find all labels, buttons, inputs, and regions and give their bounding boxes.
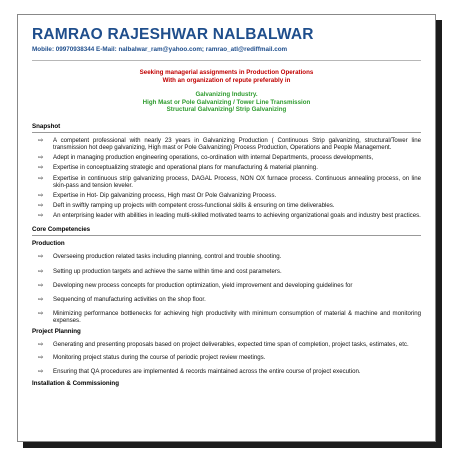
- objective-line-2: With an organization of repute preferably in: [162, 76, 291, 84]
- list-item: ⇨ Monitoring project status during the course of periodic project review meetings.: [38, 354, 266, 362]
- arrow-bullet-icon: ⇨: [38, 267, 44, 275]
- resume-page: [17, 14, 436, 442]
- production-title: Production: [32, 240, 65, 248]
- list-item: ⇨ Expertise in conceptualizing strategic and operational plans for manufacturing & material planning.: [38, 164, 318, 172]
- list-item: ⇨ A competent professional with nearly 23 years in Galvanizing Production ( Continuous Strip galvanizing, structural/Tower line transmission hot deep galvanizing, High mast or Pole Galvanizing) Process Production, Operations and People Management.: [38, 136, 421, 152]
- snapshot-title: Snapshot: [32, 122, 61, 130]
- list-item: ⇨ Developing new process concepts for production optimization, yield improvement and developing guidelines for: [38, 281, 353, 289]
- objective-industry-line-2: High Mast or Pole Galvanizing / Tower Line Transmission: [142, 98, 311, 106]
- arrow-bullet-icon: ⇨: [38, 310, 44, 317]
- list-item: ⇨ Adept in managing production engineering operations, co-ordination with internal Departments, process developments,: [38, 154, 374, 162]
- list-item: ⇨ Setting up production targets and achieve the same within time and cost parameters.: [38, 267, 282, 275]
- arrow-bullet-icon: ⇨: [38, 295, 44, 303]
- list-item: ⇨ Minimizing performance bottlenecks for achieving high productivity with minimum consumption of material & machine and monitoring expenses.: [38, 310, 421, 325]
- core-competencies-divider: [32, 235, 421, 236]
- core-competencies-section: [32, 226, 421, 387]
- list-item: ⇨ Sequencing of manufacturing activities on the shop floor.: [38, 295, 206, 303]
- candidate-name: RAMRAO RAJESHWAR NALBALWAR: [32, 26, 314, 43]
- objective-industry: Galvanizing Industry.: [195, 91, 258, 99]
- list-item: ⇨ Generating and presenting proposals based on project deliverables, expected time span of completion, project tasks, estimates, etc.: [38, 341, 409, 349]
- arrow-bullet-icon: ⇨: [38, 354, 44, 362]
- list-item: ⇨ Deft in swiftly ramping up projects with competent cross-functional skills & ensuring on time deliverables.: [38, 202, 335, 210]
- arrow-bullet-icon: ⇨: [38, 174, 44, 182]
- core-competencies-title: Core Competencies: [32, 226, 91, 234]
- list-item: ⇨ An enterprising leader with abilities in leading multi-skilled motivated teams to achieving organizational goals and industry best practices.: [38, 212, 421, 220]
- objective-line-1: Seeking managerial assignments in Production Operations: [139, 69, 314, 76]
- snapshot-divider: [32, 132, 421, 133]
- list-item: ⇨ Expertise in Hot- Dip galvanizing process, High mast Or Pole Galvanizing Process.: [38, 191, 277, 199]
- list-item: ⇨ Expertise in continuous strip galvanizing process, DAGAL Process, NON OX furnace process. Continuous annealing process, on line skin-pass and tension leveler.: [38, 174, 421, 189]
- snapshot-list: [32, 137, 421, 219]
- arrow-bullet-icon: ⇨: [38, 367, 44, 375]
- objective-industry-line-3: Structural Galvanizing/ Strip Galvanizing: [166, 106, 287, 114]
- arrow-bullet-icon: ⇨: [38, 136, 44, 144]
- arrow-bullet-icon: ⇨: [38, 253, 44, 261]
- arrow-bullet-icon: ⇨: [38, 154, 44, 162]
- installation-title: Installation & Commissioning: [32, 379, 119, 387]
- arrow-bullet-icon: ⇨: [38, 202, 44, 210]
- header-divider: [32, 60, 421, 61]
- arrow-bullet-icon: ⇨: [38, 164, 44, 172]
- arrow-bullet-icon: ⇨: [38, 281, 44, 289]
- list-item: ⇨ Overseeing production related tasks including planning, control and trouble shooting.: [38, 253, 282, 261]
- arrow-bullet-icon: ⇨: [38, 191, 44, 199]
- snapshot-section: [32, 123, 421, 219]
- project-planning-list: [32, 341, 421, 374]
- project-planning-title: Project Planning: [32, 328, 81, 336]
- arrow-bullet-icon: ⇨: [38, 212, 44, 220]
- career-objective: [32, 69, 421, 114]
- contact-line: Mobile: 09970938344 E-Mail: nalbalwar_ram@yahoo.com; ramrao_atl@rediffmail.com: [32, 46, 288, 53]
- list-item: ⇨ Ensuring that QA procedures are implemented & records maintained across the entire course of project execution.: [38, 367, 361, 375]
- production-list: [32, 253, 421, 324]
- arrow-bullet-icon: ⇨: [38, 341, 44, 349]
